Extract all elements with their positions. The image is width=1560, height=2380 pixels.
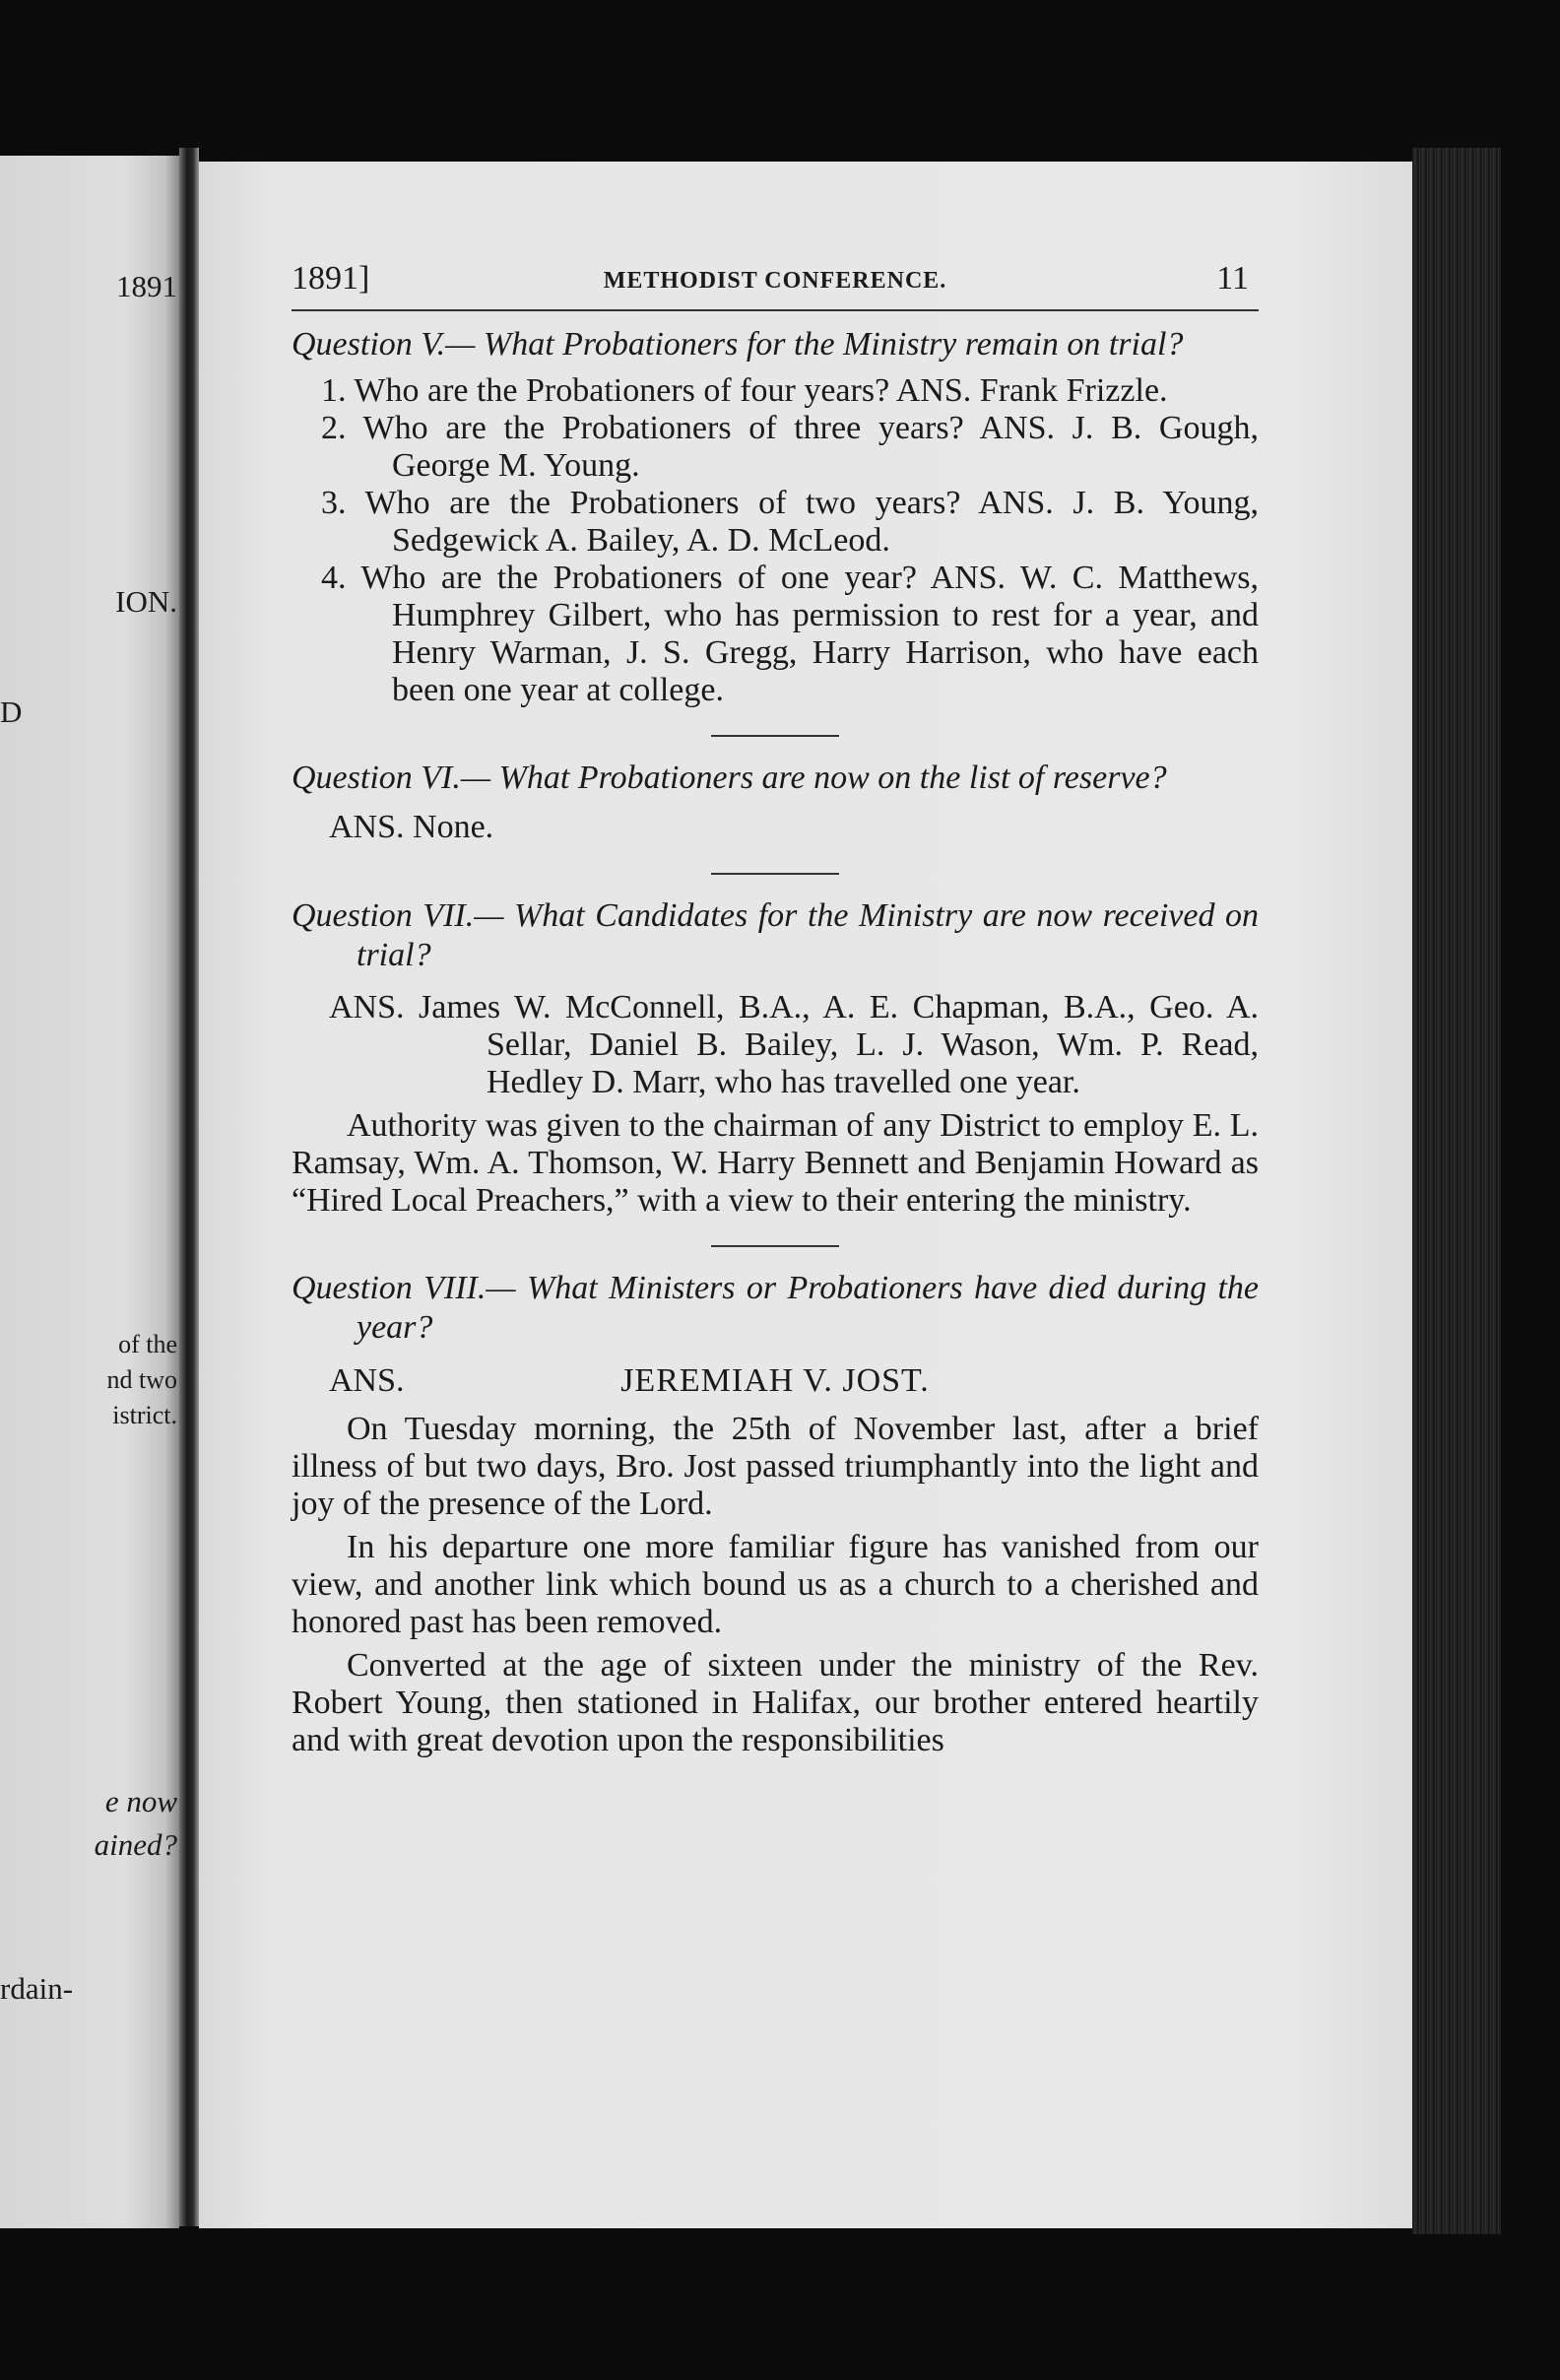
obituary-paragraph: On Tuesday morning, the 25th of November last, after a brief illness of but two days, Bro. Jost passed triumphantly into the light and joy of the presence of the Lord. <box>292 1411 1259 1522</box>
obituary-heading <box>292 1361 1259 1405</box>
header-year: 1891] <box>292 260 370 297</box>
left-page-fragment: nd two <box>106 1365 177 1394</box>
header-title: METHODIST CONFERENCE. <box>603 268 947 294</box>
question-5-answers <box>292 372 1259 709</box>
left-page-fragment: e now <box>104 1784 177 1818</box>
left-page-fragment: ION. <box>115 584 177 619</box>
obituary-paragraph: Converted at the age of sixteen under the ministry of the Rev. Robert Young, then stationed in Halifax, our brother entered heartily and with great devotion upon the responsibilities <box>292 1647 1259 1758</box>
left-page-year: 1891 <box>116 269 177 303</box>
question-5: Question V.— What Probationers for the Ministry remain on trial? <box>292 326 1184 363</box>
answer-item: 1. Who are the Probationers of four years? ANS. Frank Frizzle. <box>321 372 1168 409</box>
left-page-fragment: rdain- <box>0 1971 74 2006</box>
deceased-name: JEREMIAH V. JOST. <box>620 1362 930 1399</box>
section-divider <box>711 873 839 875</box>
question-7: Question VII.— What Candidates for the Ministry are now received on trial? <box>292 897 1259 973</box>
left-page-edge <box>0 156 179 2228</box>
left-page-fragment: ained? <box>94 1827 177 1862</box>
left-page-fragment: istrict. <box>112 1401 177 1429</box>
question-6-answer: ANS. None. <box>329 809 494 845</box>
answer-item: 4. Who are the Probationers of one year? ANS. W. C. Matthews, Humphrey Gilbert, who has permission to rest for a year, and Henry Warman, J. S. Gregg, Harry Harrison, who have each been one year at college. <box>321 560 1259 708</box>
question-8: Question VIII.— What Ministers or Probationers have died during the year? <box>292 1270 1259 1346</box>
obituary-paragraph: In his departure one more familiar figure has vanished from our view, and another link which bound us as a church to a cherished and honored past has been removed. <box>292 1529 1259 1640</box>
question-7-answer: ANS. James W. McConnell, B.A., A. E. Chapman, B.A., Geo. A. Sellar, Daniel B. Bailey, L. J. Wason, Wm. P. Read, Hedley D. Marr, who has travelled one year. <box>329 989 1259 1100</box>
page-number: 11 <box>1216 260 1249 297</box>
left-page-fragment: D <box>0 694 23 729</box>
page-content <box>292 258 1259 1759</box>
answer-label: ANS. <box>329 1362 405 1399</box>
section-divider <box>711 1245 839 1247</box>
answer-item: 2. Who are the Probationers of three years? ANS. J. B. Gough, George M. Young. <box>321 410 1259 484</box>
answer-item: 3. Who are the Probationers of two years? ANS. J. B. Young, Sedgewick A. Bailey, A. D. McLeod. <box>321 485 1259 559</box>
question-7-note: Authority was given to the chairman of any District to employ E. L. Ramsay, Wm. A. Thomson, W. Harry Bennett and Benjamin Howard as “Hired Local Preachers,” with a view to their entering the ministry. <box>292 1107 1259 1219</box>
page-edges <box>1412 148 1501 2234</box>
running-header <box>292 258 1259 311</box>
section-divider <box>711 735 839 737</box>
book-gutter <box>179 148 199 2226</box>
question-6: Question VI.— What Probationers are now on the list of reserve? <box>292 760 1167 796</box>
left-page-fragment: of the <box>118 1330 177 1358</box>
